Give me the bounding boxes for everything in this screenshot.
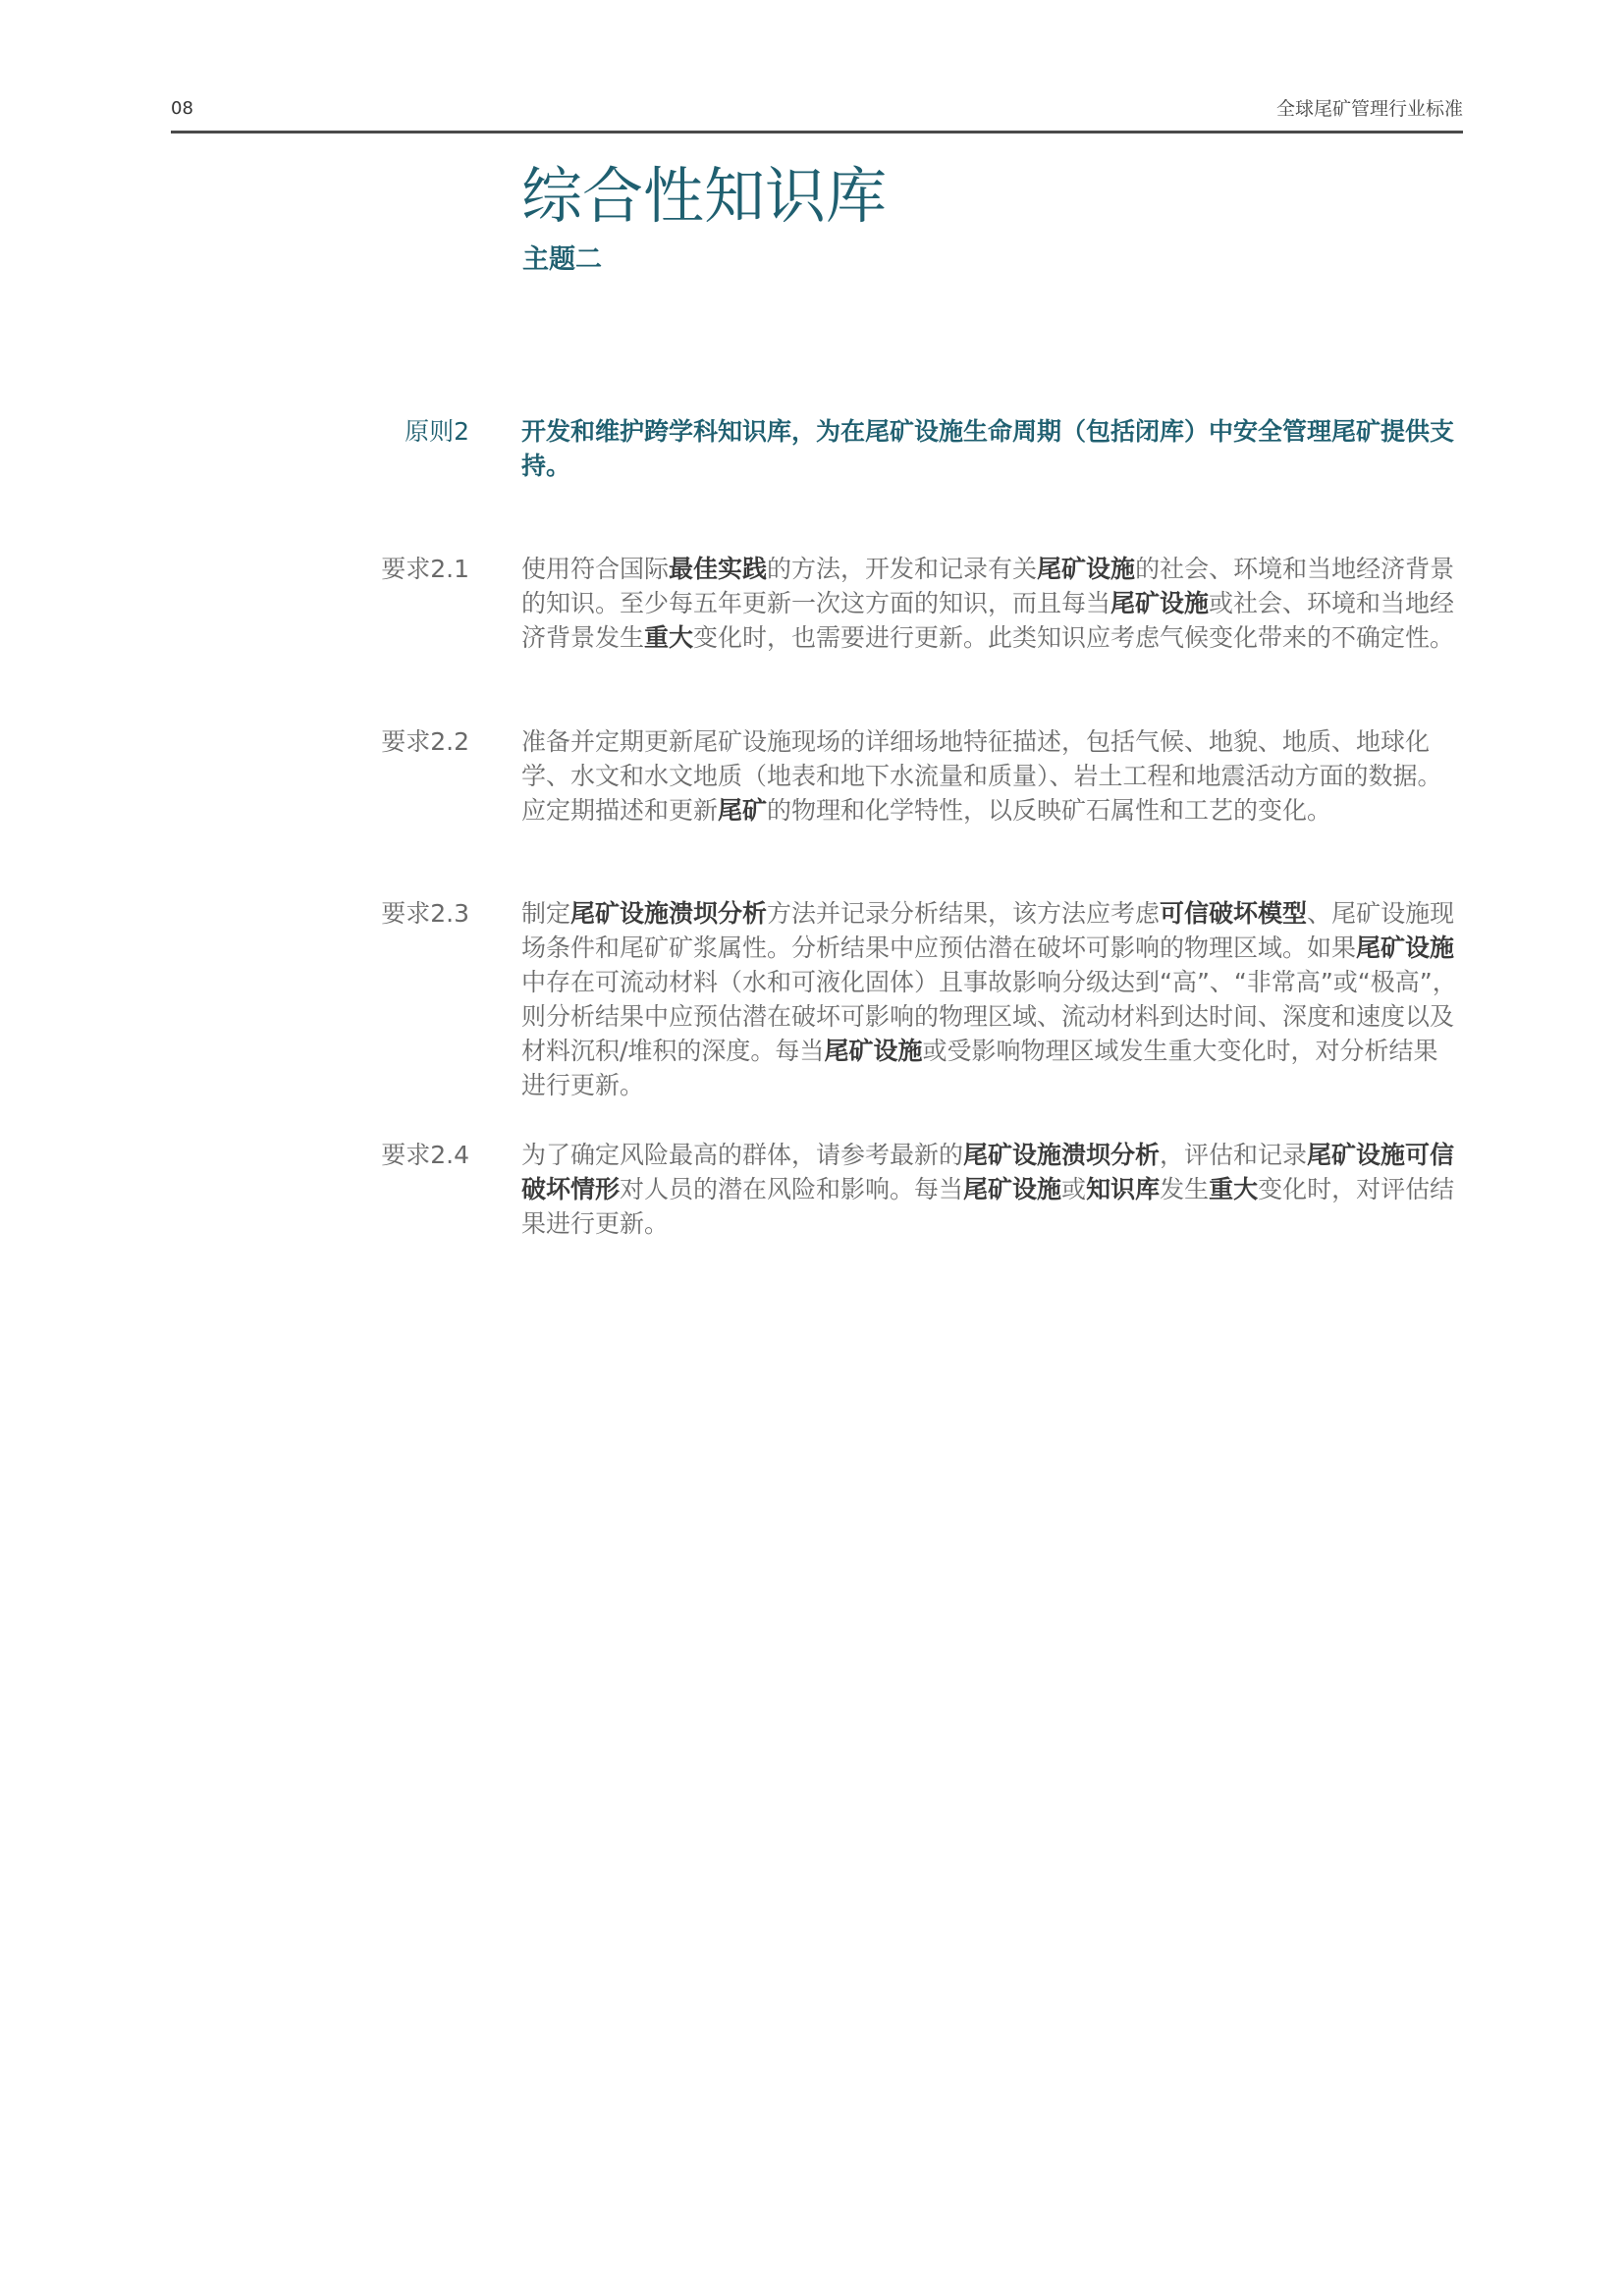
page-header: [171, 94, 1463, 132]
requirement-text-segment: 变化时，也需要进行更新。此类知识应考虑气候变化带来的不确定性。: [693, 623, 1455, 652]
requirement-text: [521, 724, 1459, 828]
requirement-text-segment: 使用符合国际: [521, 555, 670, 583]
defined-term: 尾矿: [718, 796, 768, 825]
defined-term: 可信破坏模型: [1160, 899, 1308, 928]
defined-term: 尾矿设施可信破坏情形: [521, 1141, 1455, 1203]
defined-term: 尾矿设施: [1356, 934, 1455, 962]
document-title: 全球尾矿管理行业标准: [1275, 98, 1463, 120]
requirement-text-segment: 制定: [521, 899, 571, 928]
requirement-text-segment: 准备并定期更新尾矿设施现场的详细场地特征描述，包括气候、地貌、地质、地球化学、水文和水文地质（地表和地下水流量和质量）、岩土工程和地震活动方面的数据。应定期描述和更新: [521, 727, 1442, 825]
requirement-label: 要求2.2: [381, 727, 469, 756]
header-divider: [171, 131, 1463, 133]
requirement-text: [521, 896, 1459, 1102]
requirement-text-segment: 发生: [1160, 1175, 1210, 1203]
defined-term: 尾矿设施溃坝分析: [963, 1141, 1161, 1169]
section-subtitle: 主题二: [522, 244, 602, 275]
requirement-text-segment: 或受影响物理区域发生重大变化时，对分析结果进行更新。: [521, 1037, 1438, 1099]
defined-term: 重大: [1209, 1175, 1259, 1203]
requirement-text-segment: 或社会、环境和当地经济背景发生: [521, 589, 1455, 652]
defined-term: 尾矿设施: [824, 1037, 923, 1065]
requirement-label: 要求2.3: [381, 899, 469, 928]
requirement-text: [521, 552, 1459, 655]
requirement-text-segment: 为了确定风险最高的群体，请参考最新的: [521, 1141, 964, 1169]
requirement-text-segment: 方法并记录分析结果，该方法应考虑: [767, 899, 1161, 928]
requirement-text: [521, 1138, 1459, 1241]
principle-text: 开发和维护跨学科知识库，为在尾矿设施生命周期（包括闭库）中安全管理尾矿提供支持。: [521, 417, 1455, 480]
defined-term: 尾矿设施: [1037, 555, 1136, 583]
requirement-text-segment: 中存在可流动材料（水和可液化固体）且事故影响分级达到“高”、“非常高”或“极高”，则分析结果中应预估潜在破坏可影响的物理区域、流动材料到达时间、深度和速度以及材料沉积/堆积的深度。每当: [521, 968, 1457, 1065]
defined-term: 最佳实践: [669, 555, 768, 583]
defined-term: 知识库: [1086, 1175, 1161, 1203]
requirement-text-segment: 的方法，开发和记录有关: [767, 555, 1038, 583]
defined-term: 尾矿设施: [963, 1175, 1062, 1203]
defined-term: 尾矿设施: [1110, 589, 1210, 617]
requirement-label: 要求2.1: [381, 555, 469, 583]
requirement-text-segment: 对人员的潜在风险和影响。每当: [620, 1175, 964, 1203]
defined-term: 尾矿设施溃坝分析: [570, 899, 768, 928]
requirement-text-segment: ，评估和记录: [1160, 1141, 1308, 1169]
requirement-label: 要求2.4: [381, 1141, 469, 1169]
principle-label: 原则2: [405, 417, 469, 446]
requirement-text-segment: 或: [1061, 1175, 1087, 1203]
requirement-text-segment: 的物理和化学特性，以反映矿石属性和工艺的变化。: [767, 796, 1332, 825]
defined-term: 重大: [644, 623, 694, 652]
requirement-text-segment: 的社会、环境和当地经济背景的知识。至少每五年更新一次这方面的知识，而且每当: [521, 555, 1455, 617]
requirement-text-segment: 变化时，对评估结果进行更新。: [521, 1175, 1455, 1238]
section-title: 综合性知识库: [521, 160, 888, 232]
page-number: 08: [171, 98, 193, 119]
requirement-text-segment: 、尾矿设施现场条件和尾矿矿浆属性。分析结果中应预估潜在破坏可影响的物理区域。如果: [521, 899, 1455, 962]
